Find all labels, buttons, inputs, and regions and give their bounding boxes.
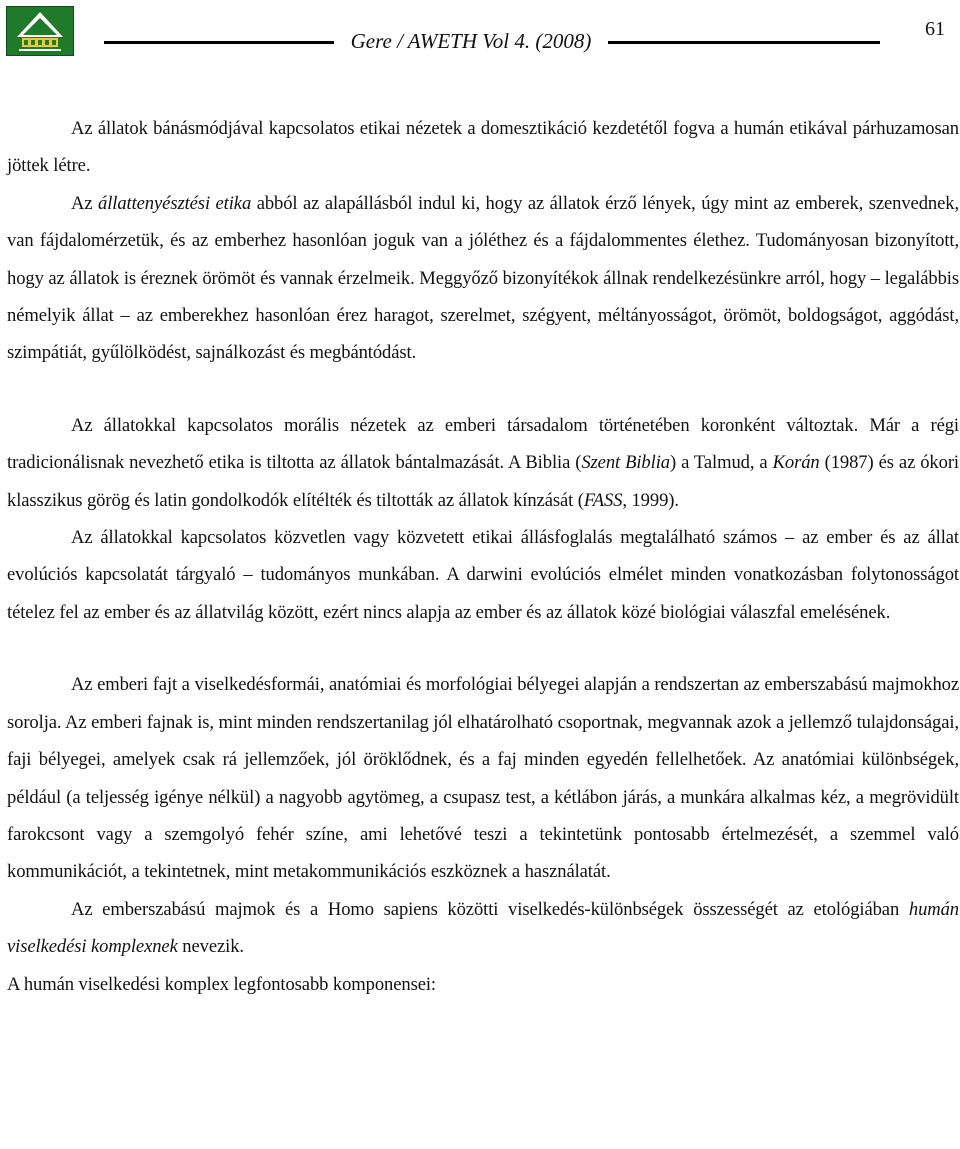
paragraph-4: Az állatokkal kapcsolatos közvetlen vagy közvetett etikai állásfoglalás megtalálható számos – az ember és az állat evolúciós kapcsolatát tárgyaló – tudományos munkában. A darwini evolúciós elmélet minden vonatkozásban folytonosságot tételez fel az ember és az állatvilág között, ezért nincs alapja az ember és az állatok közé biológiai válaszfal emelésének. <box>7 527 959 623</box>
header-rule-left <box>104 41 334 44</box>
running-head: Gere / AWETH Vol 4. (2008) <box>350 29 592 53</box>
paragraph-gap <box>7 631 959 666</box>
logo-emblem-icon <box>7 7 73 55</box>
paragraph-gap <box>7 372 959 407</box>
paragraph-1: Az állatok bánásmódjával kapcsolatos etikai nézetek a domesztikáció kezdetétől fogva a humán etikával párhuzamosan jöttek létre. <box>7 118 959 177</box>
paragraph-3: Az állatokkal kapcsolatos morális nézetek az emberi társadalom történetében koronként változtak. Már a régi tradicionálisnak nevezhető etika is tiltotta az állatok bántalmazását. A Biblia (Szent Biblia) a Talmud, a Korán (1987) és az ókori klasszikus görög és latin gondolkodók elítélték és tiltották az állatok kínzását (FASS, 1999). <box>7 414 959 511</box>
header-rule-right <box>608 41 880 44</box>
body-text <box>7 110 959 1003</box>
journal-logo <box>6 6 74 56</box>
paragraph-5: Az emberi fajt a viselkedésformái, anatómiai és morfológiai bélyegei alapján a rendszertan az emberszabású majmokhoz sorolja. Az emberi fajnak is, mint minden rendszertanilag jól elhatárolható csoportnak, megvannak azok a jellemző tulajdonságai, faji bélyegei, amelyek csak rá jellemzőek, jól öröklődnek, és a faj minden egyedén fellelhetőek. Az anatómiai különbségek, például (a teljesség igénye nélkül) a nagyobb agytömeg, a csupasz test, a kétlábon járás, a munkára alkalmas kéz, a megrövidült farokcsont vagy a szemgolyó fehér színe, ami lehetővé teszi a tekintetünk pontosabb értelmezését, a szemmel való kommunikációt, a tekintetnek, mint metakommunikációs eszköznek a használatát. <box>7 674 959 883</box>
paragraph-6: Az emberszabású majmok és a Homo sapiens közötti viselkedés-különbségek összességét az etológiában humán viselkedési komplexnek nevezik. <box>7 898 959 958</box>
paragraph-2: Az állattenyésztési etika abból az alapállásból indul ki, hogy az állatok érző lények, úgy mint az emberek, szenvednek, van fájdalomérzetük, és az emberhez hasonlóan joguk van a jóléthez és a fájdalommentes élethez. Tudományosan bizonyított, hogy az állatok is éreznek örömöt és vannak érzelmeik. Meggyőző bizonyítékok állnak rendelkezésünkre arról, hogy – legalábbis némelyik állat – az emberekhez hasonlóan érez haragot, szerelmet, szégyent, méltányosságot, örömöt, boldogságot, aggódást, szimpátiát, gyűlölködést, sajnálkozást és megbántódást. <box>7 192 959 364</box>
page-number: 61 <box>925 18 945 40</box>
paragraph-7: A humán viselkedési komplex legfontosabb komponensei: <box>7 973 437 995</box>
